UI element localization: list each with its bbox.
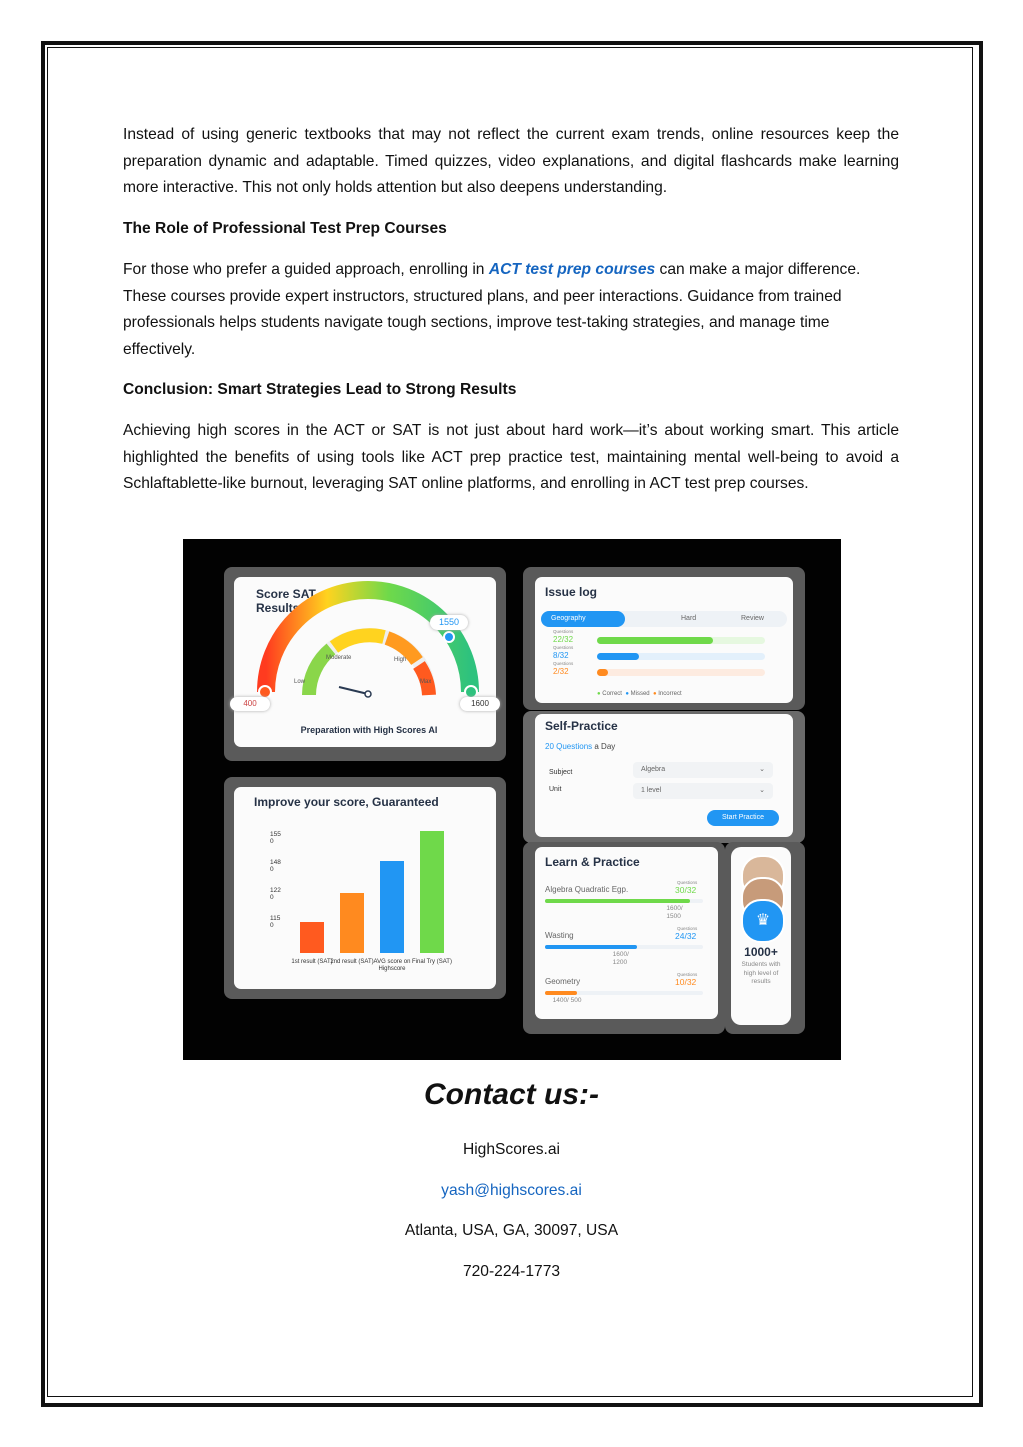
contact-title: Contact us:- xyxy=(424,1078,599,1111)
learn-item-score: 1600/ 1500 xyxy=(666,905,683,920)
contact-address: Atlanta, USA, GA, 30097, USA xyxy=(404,1222,619,1239)
unit-select[interactable] xyxy=(633,783,773,799)
score-card-title-line2: Results xyxy=(256,601,300,615)
gauge-label-max: Max xyxy=(420,679,432,685)
legend-incorrect: Incorrect xyxy=(658,691,682,697)
issue-row-fill xyxy=(597,669,608,676)
unit-select-value: 1 level xyxy=(641,787,662,794)
contact-email-link[interactable]: yash@highscores.ai xyxy=(441,1182,582,1199)
chart-category-label: Final Try (SAT) xyxy=(412,959,452,965)
tab-review[interactable]: Review xyxy=(741,615,764,622)
learn-item-fill xyxy=(545,899,690,903)
learn-panel xyxy=(523,842,725,1034)
self-practice-title: Self-Practice xyxy=(545,719,618,733)
issue-row-track xyxy=(597,669,765,676)
tab-geography[interactable]: Geography xyxy=(541,611,625,627)
legend-correct: Correct xyxy=(602,691,622,697)
learn-practice-title: Learn & Practice xyxy=(545,855,640,869)
score-gauge xyxy=(234,577,496,747)
self-practice-subtitle-rest: a Day xyxy=(592,742,616,751)
learn-item-count: 30/32 xyxy=(675,885,697,895)
chart-category-label: 1st result (SAT) xyxy=(291,959,333,965)
learn-item-count: 24/32 xyxy=(675,931,697,941)
paragraph-conclusion: Achieving high scores in the ACT or SAT is not just about hard work—it’s about working smart. This article highlighted the benefits of using tools like ACT prep practice test, maintaining mental well-being to avoid a Schlaftablette-like burnout, leveraging SAT online platforms, and enrolling in ACT test prep courses. xyxy=(123,422,899,493)
issue-row-label: Questions xyxy=(553,661,574,666)
learn-card xyxy=(535,847,718,1019)
start-practice-button[interactable]: Start Practice xyxy=(707,810,779,826)
act-test-prep-courses-link[interactable]: ACT test prep courses xyxy=(488,261,656,278)
issue-row-fill xyxy=(597,653,639,660)
learn-item-name: Geometry xyxy=(545,977,581,986)
chevron-down-icon: ⌄ xyxy=(759,787,765,794)
tab-hard[interactable]: Hard xyxy=(681,615,697,622)
paragraph-online-resources: Instead of using generic textbooks that may not reflect the current exam trends, online resources keep the preparation dynamic and adaptable. Timed quizzes, video explanations, and digital flashcards make learning more interactive. This not only holds attention but also deepens understanding. xyxy=(123,126,899,197)
score-card-title-line1: Score SAT xyxy=(256,587,316,601)
chevron-down-icon: ⌄ xyxy=(759,766,765,773)
gauge-needle xyxy=(339,687,368,694)
self-practice-card xyxy=(535,714,793,837)
improve-chart xyxy=(234,787,496,989)
heading-conclusion: Conclusion: Smart Strategies Lead to Strong Results xyxy=(123,381,517,398)
issue-panel xyxy=(523,567,805,710)
chart-tick-label: 115 0 xyxy=(270,915,281,929)
subject-select[interactable] xyxy=(633,762,773,778)
gauge-seg-moderate xyxy=(334,635,384,647)
learn-item-questions-label: Questions xyxy=(677,972,698,977)
subject-label: Subject xyxy=(549,769,573,776)
heading-professional-courses: The Role of Professional Test Prep Courses xyxy=(123,220,447,237)
trophy-icon: ♛ xyxy=(741,899,785,943)
learn-item-questions-label: Questions xyxy=(677,926,698,931)
learn-item-track xyxy=(545,945,703,949)
learn-item-fill xyxy=(545,991,577,995)
improve-chart-title: Improve your score, Guaranteed xyxy=(254,795,439,809)
chart-category-label: 2nd result (SAT) xyxy=(330,959,374,965)
issue-card xyxy=(535,577,793,703)
gauge-needle-hub xyxy=(365,691,371,697)
learn-item-name: Algebra Quadratic Egp. xyxy=(545,885,629,894)
students-panel xyxy=(725,842,805,1034)
gauge-label-high: High xyxy=(394,657,407,663)
contact-phone: 720-224-1773 xyxy=(462,1263,561,1280)
issue-row-track xyxy=(597,653,765,660)
contact-company: HighScores.ai xyxy=(462,1141,561,1158)
issue-tabs xyxy=(541,611,787,627)
paragraph-text-before-link: For those who prefer a guided approach, enrolling in xyxy=(123,261,489,278)
learn-item-track xyxy=(545,899,703,903)
chart-bar xyxy=(420,831,444,953)
gauge-value-marker xyxy=(444,632,454,642)
students-caption: Students with high level of results xyxy=(741,961,781,985)
score-max-badge: 1600 xyxy=(460,697,500,711)
issue-row-value: 2/32 xyxy=(553,667,569,676)
issue-row-track xyxy=(597,637,765,644)
issue-log-title: Issue log xyxy=(545,585,598,599)
issue-row-value: 22/32 xyxy=(553,635,574,644)
chart-category-label: AVG score on Highscore xyxy=(373,959,411,972)
chart-bar xyxy=(300,922,324,953)
paragraph-text-after-link: can make a major difference. These courses provide expert instructors, structured plans, and peer interactions. Guidance from trained professionals helps students navigate tough sections, improve test-taking strategies, and manage time effectively. xyxy=(123,261,861,359)
chart-bar xyxy=(380,861,404,953)
issue-row-label: Questions xyxy=(553,629,574,634)
self-practice-subtitle-count: 20 Questions xyxy=(545,742,593,751)
unit-label: Unit xyxy=(549,786,562,793)
learn-item-track xyxy=(545,991,703,995)
chart-tick-label: 122 0 xyxy=(270,887,281,901)
improve-card xyxy=(234,787,496,989)
learn-item-score: 1600/ 1200 xyxy=(612,951,629,966)
gauge-label-low: Low xyxy=(294,679,306,685)
students-count: 1000+ xyxy=(744,945,778,959)
learn-item-fill xyxy=(545,945,637,949)
score-min-badge: 400 xyxy=(230,697,270,711)
subject-select-value: Algebra xyxy=(641,766,666,773)
issue-row-value: 8/32 xyxy=(553,651,569,660)
self-practice-subtitle xyxy=(545,742,615,751)
learn-item-questions-label: Questions xyxy=(677,880,698,885)
score-value-badge: 1550 xyxy=(430,615,468,630)
chart-bar xyxy=(340,893,364,953)
students-card xyxy=(731,847,791,1025)
paragraph-guided-approach xyxy=(123,257,899,364)
learn-item-score: 1400/ 500 xyxy=(552,997,582,1004)
highscores-infographic xyxy=(183,539,841,1060)
learn-item-count: 10/32 xyxy=(675,977,697,987)
gauge-label-moderate: Moderate xyxy=(326,655,352,661)
score-panel xyxy=(224,567,506,761)
score-caption: Preparation with High Scores AI xyxy=(300,725,438,735)
score-card xyxy=(234,577,496,747)
chart-tick-label: 155 0 xyxy=(270,831,281,845)
legend-missed: Missed xyxy=(630,691,650,697)
chart-tick-label: 148 0 xyxy=(270,859,281,873)
issue-legend: ● Correct ● Missed ● Incorrect xyxy=(597,691,682,697)
self-practice-panel xyxy=(523,711,805,843)
issue-row-fill xyxy=(597,637,713,644)
learn-item-name: Wasting xyxy=(545,931,574,940)
issue-row-label: Questions xyxy=(553,645,574,650)
improve-panel xyxy=(224,777,506,999)
